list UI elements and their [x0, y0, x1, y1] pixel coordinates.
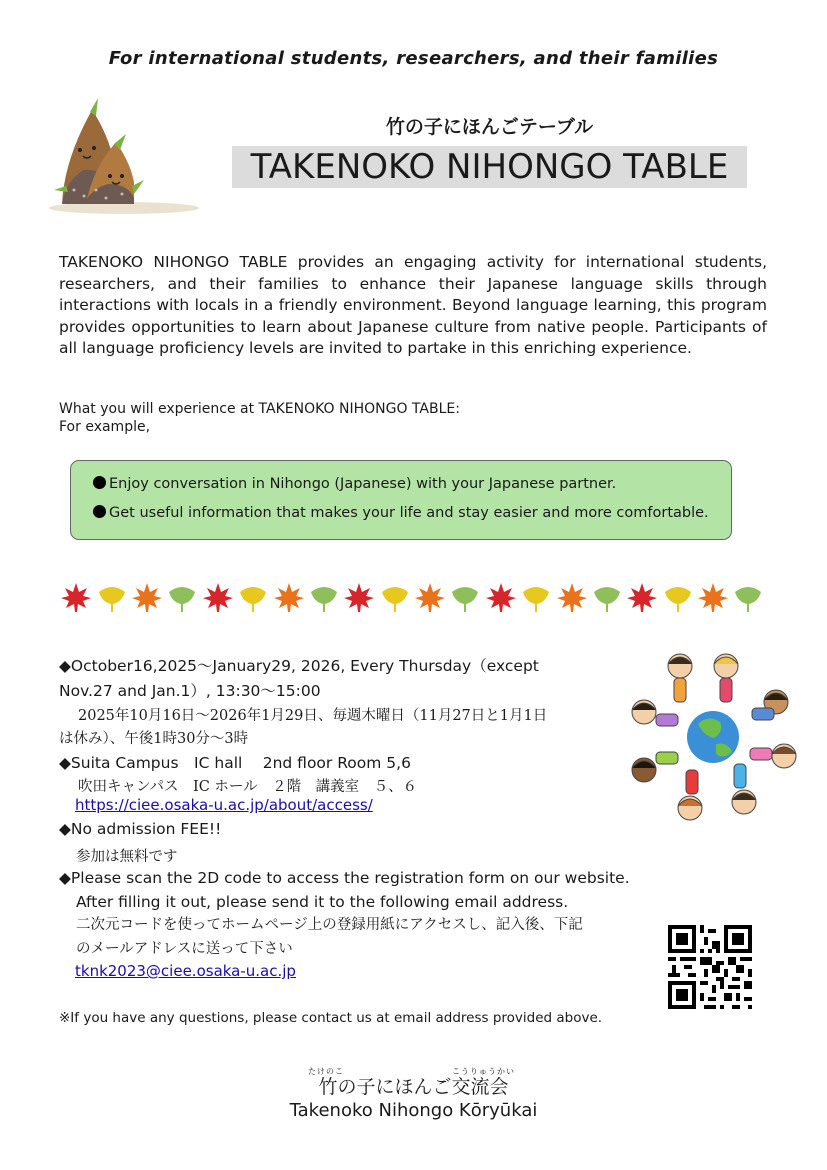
- date-japanese-line-2: は休み）、午後1時30分～3時: [59, 731, 249, 747]
- registration-english-line-2: After filling it out, please send it to the following email address.: [76, 893, 569, 911]
- place-japanese: 吹田キャンパス IC ホール ２階 講義室 ５、６: [78, 779, 418, 795]
- autumn-leaves-border: [58, 580, 768, 620]
- registration-japanese-line-2: のメールアドレスに送って下さい: [76, 941, 293, 957]
- ruby-koryukai: こうりゅうかい: [452, 1067, 515, 1076]
- experience-item: Enjoy conversation in Nihongo (Japanese) with your Japanese partner.: [93, 476, 616, 492]
- contact-note: ※If you have any questions, please contact us at email address provided above.: [59, 1010, 603, 1026]
- bullet-dot-icon: [93, 505, 106, 518]
- fee-japanese: 参加は無料です: [76, 849, 178, 865]
- title-english: TAKENOKO NIHONGO TABLE: [232, 146, 747, 188]
- title-japanese: 竹の子にほんごテーブル: [385, 116, 594, 138]
- footer-name-english: Takenoko Nihongo Kōryūkai: [289, 1100, 538, 1121]
- registration-japanese-line-1: 二次元コードを使ってホームページ上の登録用紙にアクセスし、記入後、下記: [76, 917, 583, 933]
- access-link[interactable]: https://ciee.osaka-u.ac.jp/about/access/: [75, 796, 373, 814]
- experience-item: Get useful information that makes your life and stay easier and more comfortable.: [93, 505, 709, 521]
- experience-box: [70, 460, 732, 540]
- intro-paragraph: TAKENOKO NIHONGO TABLE provides an engaging activity for international students, researchers, and their families to enhance their Japanese language skills through interactions with locals in a friendly environment. Beyond language learning, this program provides opportunities to learn about Japanese culture from native people. Participants of all language proficiency levels are invited to partake in this enriching experience.: [59, 253, 767, 357]
- experience-heading: [59, 400, 460, 436]
- ruby-takenoko: たけのこ: [308, 1067, 344, 1076]
- bamboo-shoot-illustration: [44, 90, 204, 220]
- bullet-dot-icon: [93, 476, 106, 489]
- experience-subtitle: For example,: [59, 419, 151, 435]
- registration-english-line-1: ◆Please scan the 2D code to access the registration form on our website.: [59, 869, 630, 887]
- date-japanese-line-1: 2025年10月16日～2026年1月29日、毎週木曜日（11月27日と1月1日: [78, 708, 548, 724]
- experience-title: What you will experience at TAKENOKO NIHONGO TABLE:: [59, 401, 460, 417]
- qr-code: [668, 925, 752, 1009]
- fee-english: ◆No admission FEE!!: [59, 820, 222, 838]
- footer-name-japanese: 竹の子にほんご交流会: [318, 1076, 509, 1098]
- children-around-globe-illustration: [628, 652, 798, 822]
- date-english-line-1: ◆October16,2025～January29, 2026, Every Thursday（except: [59, 657, 539, 675]
- header-tagline: For international students, researchers, and their families: [108, 48, 719, 69]
- date-english-line-2: Nov.27 and Jan.1）, 13:30～15:00: [59, 682, 321, 700]
- place-english: ◆Suita Campus IC hall 2nd floor Room 5,6: [59, 754, 411, 772]
- email-link[interactable]: tknk2023@ciee.osaka-u.ac.jp: [75, 962, 296, 980]
